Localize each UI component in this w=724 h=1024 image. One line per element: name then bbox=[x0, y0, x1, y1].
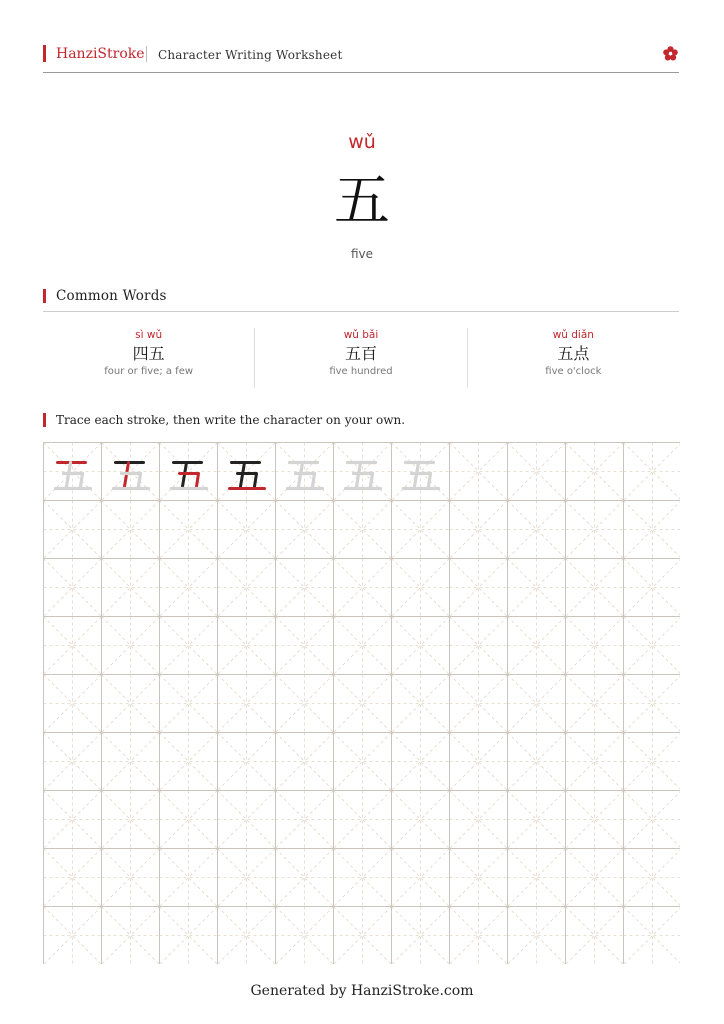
brand-accent-bar bbox=[43, 45, 46, 62]
footer-credit: Generated by HanziStroke.com bbox=[250, 983, 474, 999]
trace-character bbox=[288, 463, 323, 489]
common-words-list bbox=[43, 328, 679, 388]
word-meaning: five o'clock bbox=[545, 366, 602, 377]
practice-instruction: Trace each stroke, then write the character on your own. bbox=[56, 413, 406, 427]
header-divider bbox=[146, 46, 147, 62]
worksheet-header bbox=[43, 43, 679, 65]
word-hanzi: 四五 bbox=[132, 344, 165, 363]
word-meaning: four or five; a few bbox=[104, 366, 194, 377]
character-meaning: five bbox=[350, 247, 374, 261]
word-hanzi: 五点 bbox=[557, 344, 590, 363]
stroke-order-character bbox=[230, 463, 265, 489]
section-accent-bar bbox=[43, 413, 46, 427]
main-character: 五 bbox=[334, 169, 390, 234]
trace-character bbox=[404, 463, 439, 489]
practice-grid bbox=[43, 442, 680, 964]
word-hanzi: 五百 bbox=[344, 344, 377, 363]
tian-zi-grid bbox=[43, 442, 680, 964]
worksheet-subtitle: Character Writing Worksheet bbox=[158, 48, 343, 62]
word-pinyin: wǔ diǎn bbox=[552, 329, 594, 341]
header-rule bbox=[43, 72, 679, 73]
word-pinyin: sì wǔ bbox=[135, 329, 163, 341]
stroke-order-character bbox=[56, 463, 91, 489]
word-item bbox=[43, 328, 254, 388]
stroke-order-character bbox=[172, 463, 207, 489]
word-item bbox=[467, 328, 679, 388]
word-item bbox=[254, 328, 466, 388]
word-pinyin: wǔ bǎi bbox=[343, 329, 379, 341]
character-pinyin: wǔ bbox=[348, 131, 376, 153]
section-accent-bar bbox=[43, 289, 46, 303]
brand-name: HanziStroke bbox=[56, 46, 145, 62]
trace-character bbox=[346, 463, 381, 489]
plum-blossom-icon bbox=[662, 45, 679, 62]
stroke-order-character bbox=[114, 463, 149, 489]
section-rule bbox=[43, 311, 679, 312]
word-meaning: five hundred bbox=[329, 366, 393, 377]
common-words-title: Common Words bbox=[56, 288, 167, 304]
